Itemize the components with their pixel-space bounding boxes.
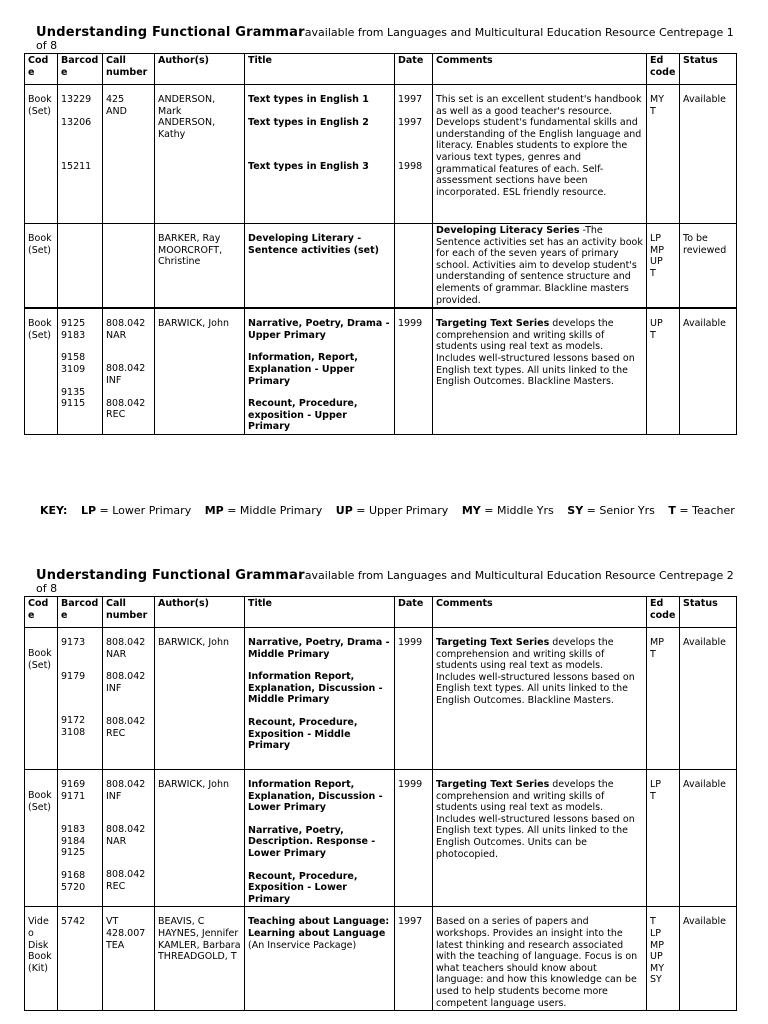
title: Recount, Procedure, exposition - Upper Primary [248,398,358,433]
author: BEAVIS, C [158,916,205,928]
title: Narrative, Poetry, Drama - Middle Primary [248,637,390,660]
barcode: 9183 [61,329,86,341]
ed-code: SY [650,974,662,986]
barcode: 9135 [61,386,86,398]
barcode: 9158 [61,352,86,364]
series-name: Targeting Text Series [436,637,550,648]
ed-code-cell [647,224,680,309]
call-number-cell [103,85,155,224]
barcode-cell [58,224,103,309]
date-cell: 1999 [395,628,433,770]
barcode: 9168 [61,869,86,881]
ed-code: LP [650,233,662,244]
barcode: 5720 [61,881,86,893]
call-number: 808.042 [106,363,146,375]
column-header: Barcode [58,597,103,628]
title: Narrative, Poetry, Drama - Upper Primary [248,318,390,341]
barcode-cell [58,628,103,770]
author-cell: BARWICK, John [155,628,245,770]
series-name: Targeting Text Series [436,318,550,330]
comment-text: -The Sentence activities set has an activity book for each of the seven years of primary school. Activities aim to develop student's understanding of sentence structure and elements of grammar. Blackline masters provided. [436,225,643,306]
comment-text: develops the comprehension and writing skills of students using real text as models. [436,318,614,353]
call-number: 808.042 [106,779,146,790]
author-cell: BARWICK, John [155,770,245,907]
ed-code: UP [650,256,663,268]
call-number: 808.042 [106,671,146,683]
call-number: 808.042 [106,637,146,648]
key-item: T = Teacher [668,504,735,517]
date: 1998 [398,161,423,173]
catalogue-table [24,53,737,435]
call-number: NAR [106,329,127,341]
ed-code: T [650,105,656,117]
column-header: Code [25,597,58,628]
comments-cell [433,308,647,434]
comments-cell [433,224,647,309]
page-header [36,26,746,52]
call-number: INF [106,790,122,802]
call-number-cell [103,907,155,1011]
column-header: Ed code [647,54,680,85]
key-item: MY = Middle Yrs [461,504,554,517]
date: 1997 [398,116,423,128]
key-item: SY = Senior Yrs [567,504,655,517]
ed-code: LP [650,927,662,939]
column-header: Date [395,597,433,628]
call-number: VT [106,916,119,928]
barcode: 9172 [61,715,86,727]
column-header: Author(s) [155,54,245,85]
call-number: INF [106,374,122,386]
call-number: TEA [106,939,125,951]
key-item: UP = Upper Primary [335,504,449,517]
author: ANDERSON, Kathy [158,117,216,140]
code-cell: Video Disk Book (Kit) [25,907,58,1011]
ed-code: UP [650,951,663,963]
ed-code: MP [650,637,664,648]
barcode: 3109 [61,363,86,375]
column-header: Date [395,54,433,85]
author: THREADGOLD, T [158,951,237,963]
barcode: 13206 [61,116,92,128]
ed-code: MY [650,94,664,105]
document-title: Understanding Functional Grammar [36,25,305,40]
column-header: Code [25,54,58,85]
ed-code: LP [650,779,662,790]
author: HAYNES, Jennifer [158,927,239,939]
table-row [25,308,737,434]
comment-text: develops the comprehension and writing skills of students using real text as models. Includes well-structured lessons based on English text types. All units linked to the English Outcomes. Units can be photocopied. [436,779,635,860]
call-number: REC [106,727,126,739]
call-number: REC [106,409,126,421]
title: Text types in English 1 [248,94,369,105]
title-cell [245,85,395,224]
column-header: Call number [103,597,155,628]
key-item: MP = Middle Primary [204,504,323,517]
call-number-cell [103,628,155,770]
barcode: 9125 [61,318,86,330]
page-number: page 1 of 8 [36,26,734,52]
author: KAMLER, Barbara [158,939,241,951]
ed-code: UP [650,318,663,330]
author-cell [155,224,245,309]
key-label: KEY: [40,504,68,517]
column-header: Title [245,597,395,628]
barcode: 9115 [61,398,86,410]
series-name: Developing Literacy Series [436,225,580,236]
comments-cell [433,628,647,770]
title-cell [245,224,395,309]
document-title: Understanding Functional Grammar [36,568,305,583]
call-number-cell [103,770,155,907]
title: Text types in English 3 [248,161,369,173]
title: Narrative, Poetry, Description. Response - Lower Primary [248,824,376,859]
call-number: 808.042 [106,824,146,836]
title: Information Report, Explanation, Discussion - Middle Primary [248,671,383,706]
column-header: Call number [103,54,155,85]
barcode: 9184 [61,835,86,847]
comments-cell: Based on a series of papers and workshops. Provides an insight into the latest thinking and research associated with the teaching of language. Focus is on what teachers should know about language: and how this knowledge can be used to help students become more competent language users. [433,907,647,1011]
barcode-cell: 5742 [58,907,103,1011]
ed-code-cell [647,85,680,224]
comment-text: Includes well-structured lessons based on English text types. All units linked to the English Outcomes. Blackline Masters. [436,352,635,388]
code-cell: Book (Set) [25,224,58,309]
page-number: page 2 of 8 [36,569,734,595]
barcode: 13229 [61,94,92,105]
table-row [25,907,737,1011]
barcode: 3108 [61,726,86,738]
title: Information Report, Explanation, Discussion - Lower Primary [248,779,383,814]
table-header-row [25,597,737,628]
column-header: Comments [433,54,647,85]
code-cell: Book (Set) [25,308,58,434]
barcode: 9169 [61,779,86,790]
status-cell: Available [680,85,737,224]
call-number: NAR [106,835,127,847]
title-cell [245,907,395,1011]
column-header: Status [680,597,737,628]
author: MOORCROFT, Christine [158,244,223,268]
code-cell: Book (Set) [25,770,58,907]
barcode: 9171 [61,790,86,802]
call-number-cell [103,308,155,434]
title: Text types in English 2 [248,116,369,128]
call-number: 428.007 [106,927,146,939]
barcode: 9125 [61,847,86,859]
title: Recount, Procedure, Exposition - Lower Primary [248,870,358,905]
catalogue-table [24,596,737,1011]
status-cell: Available [680,308,737,434]
ed-code-cell [647,907,680,1011]
column-header: Author(s) [155,597,245,628]
column-header: Title [245,54,395,85]
column-header: Ed code [647,597,680,628]
barcode: 9183 [61,824,86,836]
ed-code: MP [650,244,664,256]
ed-code: T [650,916,656,928]
call-number: INF [106,682,122,694]
title-cell [245,308,395,434]
ed-code-cell [647,308,680,434]
title: Information, Report, Explanation - Upper Primary [248,352,358,387]
call-number: 808.042 [106,869,146,881]
call-number: 808.042 [106,397,146,409]
call-number: AND [106,105,127,117]
title-cell [245,628,395,770]
call-number: 425 [106,94,125,105]
document-subtitle: available from Languages and Multicultural Education Resource Centre [304,26,696,39]
column-header: Comments [433,597,647,628]
call-number-cell [103,224,155,309]
date-cell: 1999 [395,308,433,434]
ed-code: T [650,648,656,660]
table-row [25,770,737,907]
call-number: REC [106,880,126,892]
table-header-row [25,54,737,85]
author: ANDERSON, Mark [158,94,216,117]
ed-code: T [650,267,656,279]
date-cell [395,85,433,224]
ed-code: T [650,790,656,802]
table-row [25,224,737,309]
series-name: Targeting Text Series [436,779,550,790]
table-row [25,85,737,224]
key-item: LP = Lower Primary [80,504,192,517]
date-cell [395,224,433,309]
status-cell: To be reviewed [680,224,737,309]
author-cell [155,85,245,224]
ed-code-cell [647,628,680,770]
ed-code: MP [650,939,664,951]
barcode-cell [58,308,103,434]
date: 1997 [398,94,423,105]
comments-cell: This set is an excellent student's handbook as well as a good teacher's resource. Develops student's fundamental skills and understanding of the English language and literacy. Enables students to explore the various text types, genres and grammatical features of each. Self-assessment sections have been incorporated. ESL friendly resource. [433,85,647,224]
ed-code: MY [650,962,664,974]
page-header [36,569,746,595]
comment-text: develops the comprehension and writing skills of students using real text as models. Includes well-structured lessons based on English text types. All units linked to the English Outcomes. Blackline Masters. [436,637,635,706]
title-note: (An Inservice Package) [248,939,357,951]
status-cell: Available [680,907,737,1011]
ed-code: T [650,329,656,341]
call-number: NAR [106,648,127,660]
column-header: Status [680,54,737,85]
barcode-cell [58,85,103,224]
call-number: 808.042 [106,716,146,728]
comments-cell [433,770,647,907]
barcode: 15211 [61,161,92,173]
author-cell: BARWICK, John [155,308,245,434]
column-header: Barcode [58,54,103,85]
barcode: 9173 [61,637,86,648]
barcode: 9179 [61,670,86,682]
title-cell [245,770,395,907]
author: BARKER, Ray [158,233,221,244]
barcode-cell [58,770,103,907]
title: Developing Literary - Sentence activities (set) [248,233,379,256]
author-cell [155,907,245,1011]
document-subtitle: available from Languages and Multicultural Education Resource Centre [304,569,696,582]
status-cell: Available [680,770,737,907]
status-cell: Available [680,628,737,770]
title: Recount, Procedure, Exposition - Middle Primary [248,716,358,752]
code-cell: Book (Set) [25,85,58,224]
title: Teaching about Language: Learning about Language [248,916,390,939]
legend-key [40,504,740,517]
date-cell: 1997 [395,907,433,1011]
code-cell: Book (Set) [25,628,58,770]
ed-code-cell [647,770,680,907]
call-number: 808.042 [106,318,146,330]
table-row [25,628,737,770]
date-cell: 1999 [395,770,433,907]
